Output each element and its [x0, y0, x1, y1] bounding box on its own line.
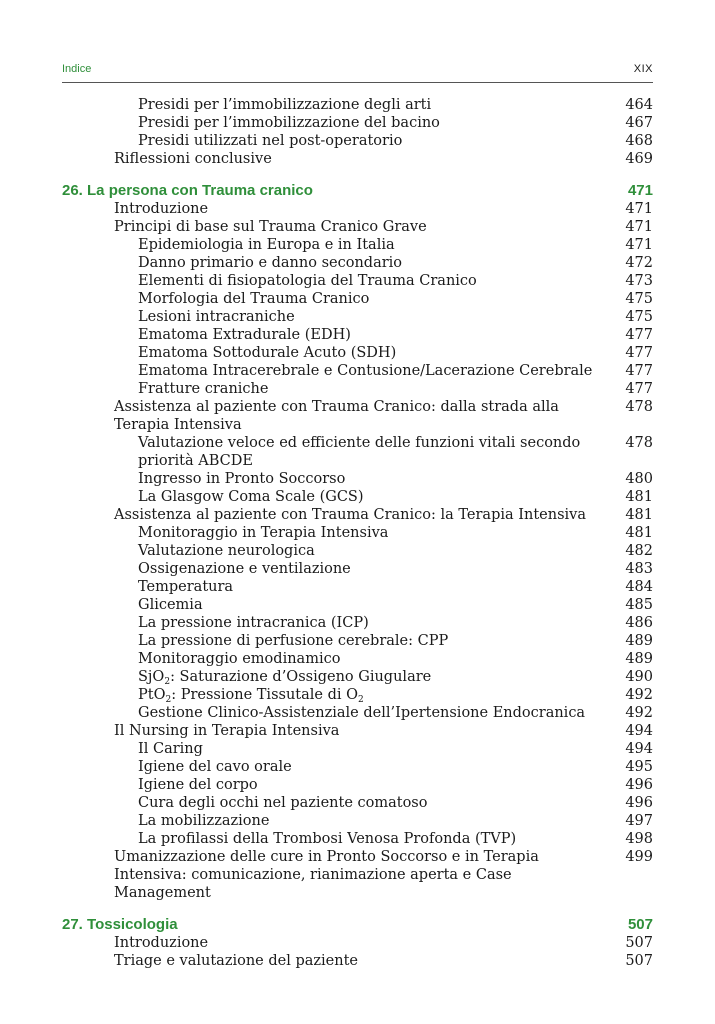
chapter-title: 26. La persona con Trauma cranico	[62, 182, 313, 199]
entry-page: 478	[625, 435, 653, 451]
chapter-26-entries-continued	[62, 704, 653, 902]
toc-entry[interactable]	[62, 290, 653, 308]
toc-entry[interactable]	[62, 848, 653, 902]
entry-title: Assistenza al paziente con Trauma Cranico: la Terapia Intensiva	[114, 507, 586, 523]
table-of-contents	[62, 96, 653, 970]
toc-entry[interactable]	[62, 114, 653, 132]
entry-page: 467	[625, 115, 653, 131]
entry-page: 496	[625, 795, 653, 811]
toc-entry[interactable]	[62, 650, 653, 668]
toc-entry[interactable]	[62, 934, 653, 952]
entry-page: 471	[625, 201, 653, 217]
toc-entry[interactable]	[62, 434, 653, 470]
entry-title: Umanizzazione delle cure in Pronto Soccorso e in Terapia Intensiva: comunicazione, rianimazione aperta e Case Management	[114, 849, 539, 901]
toc-entry[interactable]	[62, 380, 653, 398]
entry-page: 494	[625, 723, 653, 739]
page-number-roman: XIX	[633, 63, 653, 75]
entry-title: Glicemia	[138, 597, 203, 613]
entry-title: Valutazione veloce ed efficiente delle funzioni vitali secondo priorità ABCDE	[138, 435, 581, 469]
entry-page: 492	[625, 705, 653, 721]
toc-entry[interactable]	[62, 308, 653, 326]
chapter-27-entries	[62, 934, 653, 970]
entry-page: 483	[625, 561, 653, 577]
toc-entry[interactable]	[62, 218, 653, 236]
toc-entry[interactable]	[62, 614, 653, 632]
entry-title: Introduzione	[114, 935, 209, 951]
entry-page: 507	[625, 953, 653, 969]
chapter-26-heading[interactable]	[62, 182, 653, 200]
entry-title: Ingresso in Pronto Soccorso	[138, 471, 346, 487]
entry-title: Fratture craniche	[138, 381, 269, 397]
toc-entry[interactable]	[62, 542, 653, 560]
entry-page: 475	[625, 309, 653, 325]
entry-page: 496	[625, 777, 653, 793]
entry-page: 489	[625, 651, 653, 667]
entry-page: 473	[625, 273, 653, 289]
toc-entry[interactable]	[62, 96, 653, 114]
toc-entry[interactable]	[62, 524, 653, 542]
entry-title: Ematoma Intracerebrale e Contusione/Lacerazione Cerebrale	[138, 363, 593, 379]
entry-title: Elementi di fisiopatologia del Trauma Cranico	[138, 273, 477, 289]
entry-title: Assistenza al paziente con Trauma Cranico: dalla strada alla Terapia Intensiva	[114, 399, 559, 433]
toc-entry[interactable]	[62, 362, 653, 380]
toc-entry[interactable]	[62, 150, 653, 168]
entry-page: 471	[625, 237, 653, 253]
entry-title: Ematoma Extradurale (EDH)	[138, 327, 351, 343]
chapter-title: 27. Tossicologia	[62, 916, 178, 933]
entry-title: Ossigenazione e ventilazione	[138, 561, 351, 577]
entry-title: La profilassi della Trombosi Venosa Profonda (TVP)	[138, 831, 517, 847]
entry-title: La Glasgow Coma Scale (GCS)	[138, 489, 364, 505]
toc-entry[interactable]: SjO$_2$: Saturazione d’Ossigeno Giugulare 490	[138, 669, 653, 687]
entry-page: 481	[625, 489, 653, 505]
entry-title: Il Caring	[138, 741, 203, 757]
chapter-page: 471	[627, 182, 653, 199]
header-rule	[62, 82, 653, 83]
entry-title: Monitoraggio in Terapia Intensiva	[138, 525, 389, 541]
entry-title: Lesioni intracraniche	[138, 309, 295, 325]
toc-pre-section	[62, 96, 653, 168]
toc-entry[interactable]	[62, 722, 653, 740]
toc-entry[interactable]	[62, 952, 653, 970]
toc-entry[interactable]	[62, 470, 653, 488]
entry-title: Gestione Clinico-Assistenziale dell’Ipertensione Endocranica	[138, 705, 586, 721]
entry-page: 477	[625, 381, 653, 397]
entry-page: 482	[625, 543, 653, 559]
entry-title: Il Nursing in Terapia Intensiva	[114, 723, 340, 739]
toc-entry[interactable]	[62, 560, 653, 578]
toc-entry[interactable]	[62, 488, 653, 506]
entry-page: 489	[625, 633, 653, 649]
entry-page: 477	[625, 327, 653, 343]
chapter-27-heading[interactable]	[62, 916, 653, 934]
entry-page: 492	[625, 687, 653, 703]
toc-entry[interactable]	[62, 578, 653, 596]
toc-entry[interactable]	[62, 812, 653, 830]
entry-title: Ematoma Sottodurale Acuto (SDH)	[138, 345, 397, 361]
entry-title: Epidemiologia in Europa e in Italia	[138, 237, 395, 253]
entry-title: Triage e valutazione del paziente	[114, 953, 359, 969]
chapter-page: 507	[627, 916, 653, 933]
entry-page: 498	[625, 831, 653, 847]
entry-title: Presidi utilizzati nel post-operatorio	[138, 133, 403, 149]
entry-page: 475	[625, 291, 653, 307]
entry-title: Danno primario e danno secondario	[138, 255, 403, 271]
entry-page: 478	[625, 399, 653, 415]
entry-page: 481	[625, 525, 653, 541]
entry-title: La pressione intracranica (ICP)	[138, 615, 369, 631]
entry-title: Valutazione neurologica	[138, 543, 315, 559]
entry-title: La mobilizzazione	[138, 813, 270, 829]
entry-page: 469	[625, 151, 653, 167]
entry-page: 468	[625, 133, 653, 149]
toc-entry[interactable]	[62, 344, 653, 362]
entry-page: 472	[625, 255, 653, 271]
toc-entry[interactable]	[62, 254, 653, 272]
toc-entry[interactable]	[62, 236, 653, 254]
entry-page: 485	[625, 597, 653, 613]
entry-title: Igiene del corpo	[138, 777, 258, 793]
toc-entry[interactable]	[62, 830, 653, 848]
toc-entry[interactable]	[62, 758, 653, 776]
entry-page: 477	[625, 345, 653, 361]
entry-page: 486	[625, 615, 653, 631]
toc-entry[interactable]	[62, 200, 653, 218]
running-header	[62, 63, 653, 83]
entry-page: 499	[625, 849, 653, 865]
entry-title: Presidi per l’immobilizzazione del bacino	[138, 115, 440, 131]
entry-title: Introduzione	[114, 201, 209, 217]
entry-title: Monitoraggio emodinamico	[138, 651, 341, 667]
chapter-26-entries	[62, 200, 653, 668]
toc-entry[interactable]	[62, 794, 653, 812]
entry-page: 464	[625, 97, 653, 113]
toc-entry[interactable]	[62, 506, 653, 524]
entry-title: Presidi per l’immobilizzazione degli arti	[138, 97, 432, 113]
entry-title: Igiene del cavo orale	[138, 759, 292, 775]
entry-page: 497	[625, 813, 653, 829]
entry-title: Morfologia del Trauma Cranico	[138, 291, 370, 307]
entry-page: 494	[625, 741, 653, 757]
entry-title: Temperatura	[138, 579, 234, 595]
entry-page: 477	[625, 363, 653, 379]
entry-page: 471	[625, 219, 653, 235]
toc-entry[interactable]	[62, 398, 653, 434]
entry-page: 480	[625, 471, 653, 487]
entry-page: 484	[625, 579, 653, 595]
entry-page: 495	[625, 759, 653, 775]
entry-page: 507	[625, 935, 653, 951]
toc-entry[interactable]	[62, 632, 653, 650]
toc-entry[interactable]: PtO$_2$: Pressione Tissutale di $O_2$ 492	[138, 687, 653, 705]
entry-page: 481	[625, 507, 653, 523]
toc-entry[interactable]	[62, 326, 653, 344]
toc-entry[interactable]	[62, 132, 653, 150]
toc-entry[interactable]	[62, 776, 653, 794]
section-name: Indice	[62, 63, 92, 75]
entry-title: Principi di base sul Trauma Cranico Grave	[114, 219, 427, 235]
toc-entry[interactable]	[62, 596, 653, 614]
entry-title: La pressione di perfusione cerebrale: CPP	[138, 633, 449, 649]
entry-title: Riflessioni conclusive	[114, 151, 272, 167]
entry-title: Cura degli occhi nel paziente comatoso	[138, 795, 428, 811]
toc-entry[interactable]	[62, 272, 653, 290]
toc-entry[interactable]	[62, 740, 653, 758]
entry-page: 490	[625, 669, 653, 685]
toc-entry[interactable]	[62, 704, 653, 722]
